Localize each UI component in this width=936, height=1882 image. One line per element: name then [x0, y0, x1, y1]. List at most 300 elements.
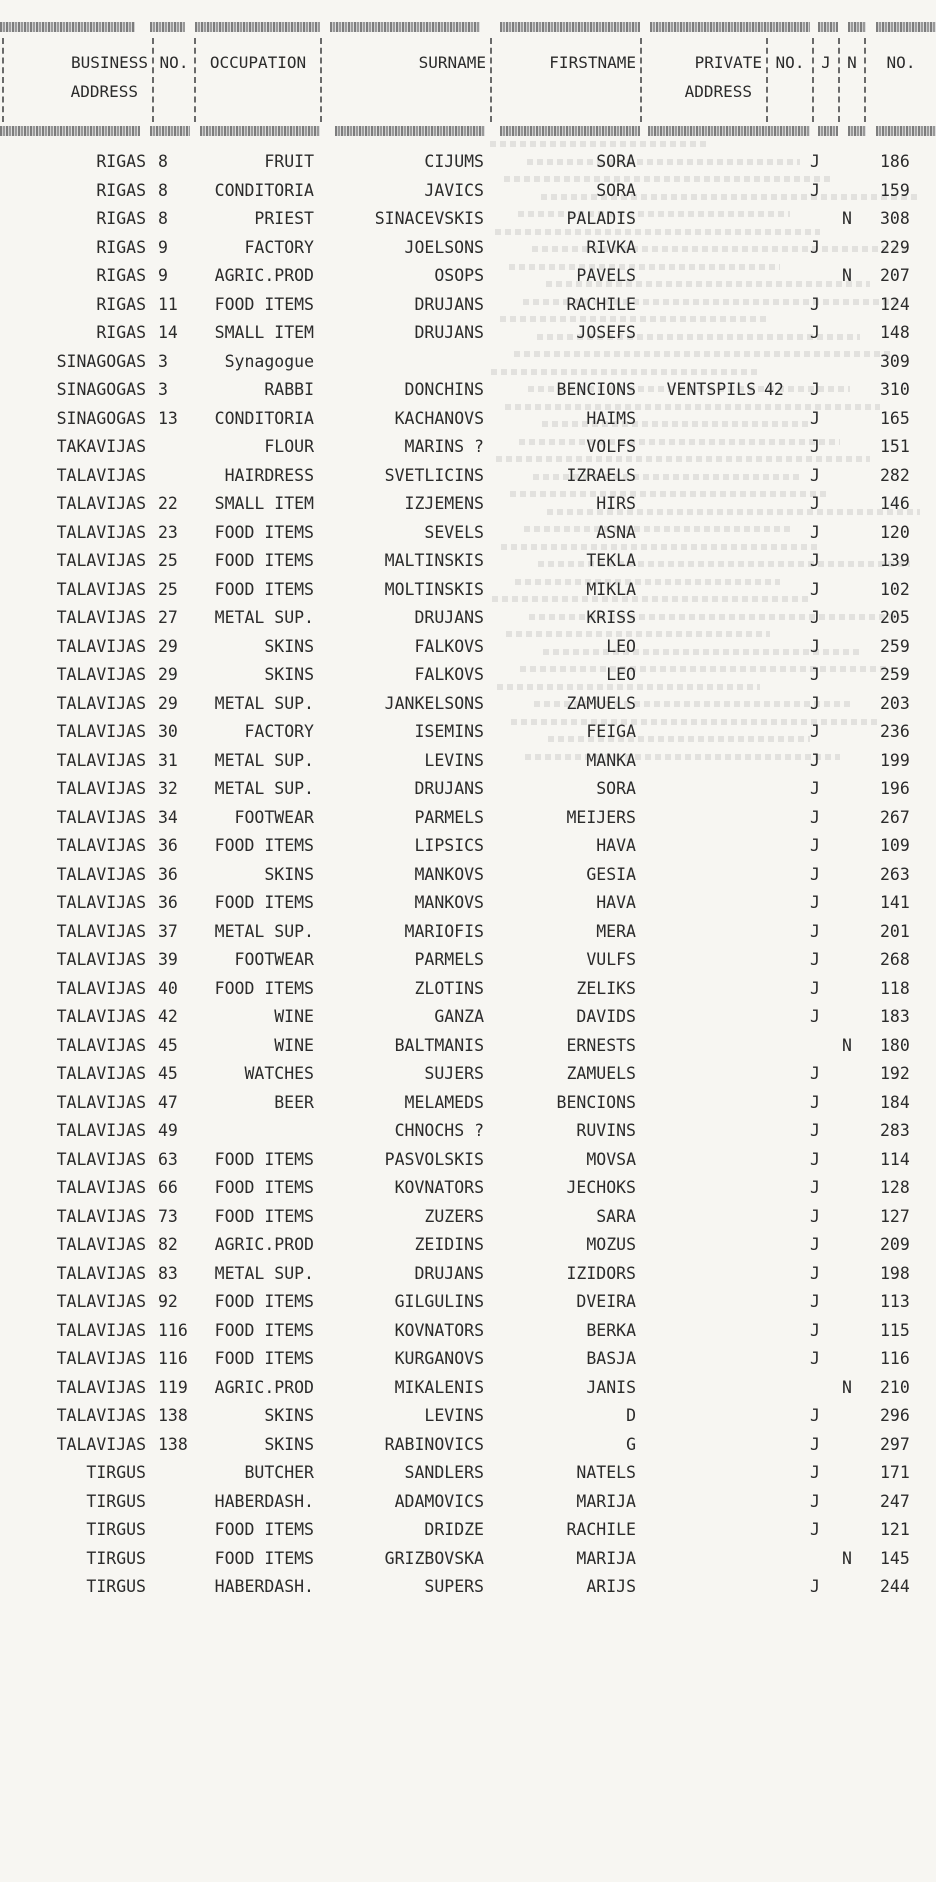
business-address-cell: TALAVIJAS [56, 1178, 146, 1197]
number-cell: 49 [158, 1121, 178, 1140]
surname-cell: SUPERS [424, 1577, 484, 1596]
table-row [0, 234, 936, 263]
jewish-mark-cell: J [810, 1406, 820, 1425]
number-cell: 8 [158, 152, 168, 171]
table-row [0, 576, 936, 605]
number-cell: 37 [158, 921, 178, 941]
occupation-cell: SKINS [264, 1406, 314, 1425]
jewish-mark-cell: J [810, 1263, 820, 1283]
occupation-cell: SMALL ITEM [214, 494, 314, 513]
firstname-cell: RACHILE [566, 294, 636, 314]
number-cell: 42 [158, 1007, 178, 1026]
number-cell: 36 [158, 893, 178, 912]
jewish-mark-cell: J [810, 1235, 820, 1254]
table-row [0, 405, 936, 434]
number-cell: 27 [158, 608, 178, 627]
number-cell: 30 [158, 722, 178, 741]
firstname-cell: HIRS [596, 494, 636, 513]
business-address-cell: TALAVIJAS [56, 1121, 146, 1140]
firstname-cell: DAVIDS [576, 1007, 636, 1026]
number-cell: 8 [158, 209, 168, 228]
number-cell: 31 [158, 750, 178, 770]
jewish-mark-cell: J [810, 950, 820, 969]
jewish-mark-cell: J [810, 180, 820, 200]
surname-cell: DRUJANS [414, 608, 484, 627]
table-row [0, 889, 936, 918]
jewish-mark-cell: J [810, 608, 820, 627]
business-address-cell: TALAVIJAS [56, 1092, 146, 1112]
jewish-mark-cell: J [810, 1064, 820, 1083]
occupation-cell: FOOD ITEMS [214, 1292, 314, 1311]
number-cell: 3 [158, 351, 168, 371]
record-number-cell: 148 [880, 323, 910, 342]
table-row [0, 1402, 936, 1431]
business-address-cell: SINAGOGAS [56, 380, 146, 399]
surname-cell: SVETLICINS [384, 465, 484, 485]
surname-cell: DRUJANS [414, 1263, 484, 1283]
surname-cell: KACHANOVS [394, 408, 484, 428]
table-row [0, 861, 936, 890]
firstname-cell: ASNA [596, 522, 636, 542]
business-address-cell: TALAVIJAS [56, 722, 146, 741]
record-number-cell: 192 [880, 1064, 910, 1083]
firstname-cell: RIVKA [586, 237, 636, 257]
surname-cell: DRUJANS [414, 779, 484, 798]
table-row [0, 1203, 936, 1232]
table-header [0, 38, 936, 122]
number-cell: 25 [158, 551, 178, 570]
business-address-cell: TAKAVIJAS [56, 437, 146, 456]
business-address-cell: TALAVIJAS [56, 551, 146, 570]
business-address-cell: RIGAS [96, 209, 146, 228]
occupation-cell: CONDITORIA [214, 408, 314, 428]
table-row [0, 376, 936, 405]
number-cell: 13 [158, 408, 178, 428]
jewish-mark-cell: J [810, 465, 820, 485]
record-number-cell: 184 [880, 1092, 910, 1112]
firstname-cell: TEKLA [586, 551, 636, 570]
occupation-cell: FOOD ITEMS [214, 294, 314, 314]
number-cell: 82 [158, 1235, 178, 1254]
jewish-mark-cell: J [810, 779, 820, 798]
jewish-mark-cell: J [810, 1520, 820, 1539]
jewish-mark-cell: J [810, 722, 820, 741]
record-number-cell: 120 [880, 522, 910, 542]
surname-cell: IZJEMENS [404, 494, 484, 513]
occupation-cell: METAL SUP. [214, 693, 314, 713]
record-number-cell: 102 [880, 579, 910, 599]
business-address-cell: TALAVIJAS [56, 1235, 146, 1254]
firstname-cell: MOVSA [586, 1149, 636, 1169]
occupation-cell: AGRIC.PROD [214, 266, 314, 285]
business-address-cell: RIGAS [96, 152, 146, 171]
table-row [0, 1117, 936, 1146]
table-row [0, 918, 936, 947]
jewish-mark-cell: J [810, 323, 820, 342]
table-row [0, 462, 936, 491]
occupation-cell: SKINS [264, 636, 314, 656]
table-row [0, 832, 936, 861]
table-row [0, 1345, 936, 1374]
business-address-cell: TALAVIJAS [56, 950, 146, 969]
surname-cell: SINACEVSKIS [374, 209, 484, 228]
occupation-cell: FOOTWEAR [234, 807, 314, 827]
occupation-cell: PRIEST [254, 209, 314, 228]
record-number-cell: 236 [880, 722, 910, 741]
business-address-cell: RIGAS [96, 237, 146, 257]
table-row [0, 1288, 936, 1317]
table-row [0, 1516, 936, 1545]
firstname-cell: VULFS [586, 950, 636, 969]
header-firstname: FIRSTNAME [490, 38, 640, 122]
surname-cell: RABINOVICS [384, 1434, 484, 1454]
table-row [0, 1146, 936, 1175]
record-number-cell: 198 [880, 1263, 910, 1283]
table-row [0, 946, 936, 975]
occupation-cell: FOOD ITEMS [214, 978, 314, 998]
occupation-cell: BEER [274, 1092, 314, 1112]
jewish-mark-cell: J [810, 1577, 820, 1596]
table-row [0, 1431, 936, 1460]
occupation-cell: Synagogue [224, 351, 314, 371]
record-number-cell: 165 [880, 408, 910, 428]
table-row [0, 747, 936, 776]
firstname-cell: MARIJA [576, 1491, 636, 1511]
occupation-cell: FOOD ITEMS [214, 1520, 314, 1539]
jewish-mark-cell: J [810, 807, 820, 827]
jewish-mark-cell: J [810, 237, 820, 257]
business-address-cell: TALAVIJAS [56, 1349, 146, 1368]
number-cell: 3 [158, 380, 168, 399]
firstname-cell: LEO [606, 665, 636, 684]
jewish-mark-cell: J [810, 1320, 820, 1340]
surname-cell: MELAMEDS [404, 1092, 484, 1112]
surname-cell: SUJERS [424, 1064, 484, 1083]
table-row [0, 690, 936, 719]
jewish-mark-cell: J [810, 1434, 820, 1454]
business-address-cell: TIRGUS [86, 1491, 146, 1511]
firstname-cell: LEO [606, 636, 636, 656]
business-address-cell: TALAVIJAS [56, 750, 146, 770]
surname-cell: GRIZBOVSKA [384, 1548, 484, 1568]
firstname-cell: DVEIRA [576, 1292, 636, 1311]
occupation-cell: FOOD ITEMS [214, 836, 314, 855]
table-row [0, 1003, 936, 1032]
business-address-cell: TIRGUS [86, 1577, 146, 1596]
occupation-cell: WATCHES [244, 1064, 314, 1083]
firstname-cell: MOZUS [586, 1235, 636, 1254]
jewish-mark-cell: J [810, 494, 820, 513]
record-number-cell: 118 [880, 978, 910, 998]
occupation-cell: SMALL ITEM [214, 323, 314, 342]
business-address-cell: RIGAS [96, 294, 146, 314]
table-row [0, 975, 936, 1004]
table-row [0, 319, 936, 348]
header-n: N [838, 38, 864, 122]
table-row [0, 775, 936, 804]
firstname-cell: G [626, 1434, 636, 1454]
table-row [0, 804, 936, 833]
business-address-cell: TIRGUS [86, 1548, 146, 1568]
occupation-cell: METAL SUP. [214, 1263, 314, 1283]
firstname-cell: HAVA [596, 893, 636, 912]
business-address-cell: TALAVIJAS [56, 1064, 146, 1083]
record-number-cell: 121 [880, 1520, 910, 1539]
header-private-no: NO. [766, 38, 812, 122]
jewish-mark-cell: J [810, 408, 820, 428]
table-row [0, 1573, 936, 1602]
occupation-cell: SKINS [264, 864, 314, 884]
record-number-cell: 263 [880, 864, 910, 884]
occupation-cell: FOOTWEAR [234, 950, 314, 969]
surname-cell: FALKOVS [414, 665, 484, 684]
record-number-cell: 310 [880, 380, 910, 399]
surname-cell: DRUJANS [414, 294, 484, 314]
record-number-cell: 145 [880, 1548, 910, 1568]
surname-cell: KOVNATORS [394, 1320, 484, 1340]
jewish-mark-cell: J [810, 152, 820, 171]
number-cell: 63 [158, 1149, 178, 1169]
occupation-cell: HABERDASH. [214, 1577, 314, 1596]
record-number-cell: 171 [880, 1463, 910, 1482]
occupation-cell: METAL SUP. [214, 608, 314, 627]
jewish-mark-cell: J [810, 437, 820, 456]
business-address-cell: TALAVIJAS [56, 579, 146, 599]
non-jewish-mark-cell: N [842, 1035, 852, 1055]
business-address-cell: SINAGOGAS [56, 408, 146, 428]
record-number-cell: 201 [880, 921, 910, 941]
business-address-cell: TALAVIJAS [56, 893, 146, 912]
table-row [0, 1089, 936, 1118]
business-address-cell: TALAVIJAS [56, 608, 146, 627]
table-row [0, 1374, 936, 1403]
number-cell: 25 [158, 579, 178, 599]
record-number-cell: 203 [880, 693, 910, 713]
occupation-cell: FOOD ITEMS [214, 1206, 314, 1226]
record-number-cell: 128 [880, 1178, 910, 1197]
table-row [0, 633, 936, 662]
surname-cell: ZEIDINS [414, 1235, 484, 1254]
jewish-mark-cell: J [810, 1007, 820, 1026]
surname-cell: CIJUMS [424, 152, 484, 171]
surname-cell: MARINS ? [404, 437, 484, 456]
record-number-cell: 259 [880, 636, 910, 656]
business-address-cell: RIGAS [96, 180, 146, 200]
record-number-cell: 159 [880, 180, 910, 200]
number-cell: 11 [158, 294, 178, 314]
firstname-cell: BERKA [586, 1320, 636, 1340]
business-address-cell: TALAVIJAS [56, 1035, 146, 1055]
business-address-cell: RIGAS [96, 266, 146, 285]
firstname-cell: BASJA [586, 1349, 636, 1368]
jewish-mark-cell: J [810, 693, 820, 713]
surname-cell: JAVICS [424, 180, 484, 200]
non-jewish-mark-cell: N [842, 1548, 852, 1568]
business-address-cell: TALAVIJAS [56, 1206, 146, 1226]
number-cell: 138 [158, 1406, 188, 1425]
business-address-cell: TALAVIJAS [56, 494, 146, 513]
number-cell: 119 [158, 1377, 188, 1397]
surname-cell: PARMELS [414, 807, 484, 827]
jewish-mark-cell: J [810, 1178, 820, 1197]
table-row [0, 348, 936, 377]
header-no: NO. [152, 38, 194, 122]
jewish-mark-cell: J [810, 893, 820, 912]
surname-cell: LEVINS [424, 1406, 484, 1425]
surname-cell: FALKOVS [414, 636, 484, 656]
table-row [0, 718, 936, 747]
business-address-cell: TALAVIJAS [56, 779, 146, 798]
table-row [0, 205, 936, 234]
business-address-cell: TALAVIJAS [56, 693, 146, 713]
jewish-mark-cell: J [810, 1349, 820, 1368]
firstname-cell: D [626, 1406, 636, 1425]
firstname-cell: GESIA [586, 864, 636, 884]
record-number-cell: 180 [880, 1035, 910, 1055]
occupation-cell: FACTORY [244, 722, 314, 741]
number-cell: 32 [158, 779, 178, 798]
top-rule [0, 22, 936, 32]
table-row [0, 1060, 936, 1089]
firstname-cell: FEIGA [586, 722, 636, 741]
jewish-mark-cell: J [810, 294, 820, 314]
record-number-cell: 196 [880, 779, 910, 798]
number-cell: 138 [158, 1434, 188, 1454]
firstname-cell: MERA [596, 921, 636, 941]
occupation-cell: METAL SUP. [214, 921, 314, 941]
number-cell: 92 [158, 1292, 178, 1311]
jewish-mark-cell: J [810, 836, 820, 855]
firstname-cell: NATELS [576, 1463, 636, 1482]
firstname-cell: BENCIONS [556, 380, 636, 399]
business-address-cell: TALAVIJAS [56, 864, 146, 884]
record-number-cell: 205 [880, 608, 910, 627]
surname-cell: LEVINS [424, 750, 484, 770]
record-number-cell: 115 [880, 1320, 910, 1340]
business-address-cell: TALAVIJAS [56, 522, 146, 542]
occupation-cell: FOOD ITEMS [214, 551, 314, 570]
jewish-mark-cell: J [810, 921, 820, 941]
number-cell: 23 [158, 522, 178, 542]
surname-cell: MARIOFIS [404, 921, 484, 941]
number-cell: 9 [158, 237, 168, 257]
number-cell: 45 [158, 1064, 178, 1083]
jewish-mark-cell: J [810, 1292, 820, 1311]
number-cell: 116 [158, 1320, 188, 1340]
record-number-cell: 296 [880, 1406, 910, 1425]
number-cell: 40 [158, 978, 178, 998]
jewish-mark-cell: J [810, 551, 820, 570]
firstname-cell: HAVA [596, 836, 636, 855]
surname-cell: DRIDZE [424, 1520, 484, 1539]
occupation-cell: FRUIT [264, 152, 314, 171]
firstname-cell: PAVELS [576, 266, 636, 285]
firstname-cell: ZAMUELS [566, 1064, 636, 1083]
firstname-cell: IZRAELS [566, 465, 636, 485]
table-row [0, 1260, 936, 1289]
occupation-cell: FOOD ITEMS [214, 1548, 314, 1568]
register-rows [0, 148, 936, 1602]
occupation-cell: BUTCHER [244, 1463, 314, 1482]
occupation-cell: FLOUR [264, 437, 314, 456]
occupation-cell: FOOD ITEMS [214, 1349, 314, 1368]
business-address-cell: TALAVIJAS [56, 1007, 146, 1026]
table-row [0, 547, 936, 576]
record-number-cell: 139 [880, 551, 910, 570]
record-number-cell: 268 [880, 950, 910, 969]
firstname-cell: ARIJS [586, 1577, 636, 1596]
number-cell: 29 [158, 636, 178, 656]
non-jewish-mark-cell: N [842, 209, 852, 228]
business-address-cell: TALAVIJAS [56, 921, 146, 941]
record-number-cell: 210 [880, 1377, 910, 1397]
non-jewish-mark-cell: N [842, 266, 852, 285]
business-address-cell: TIRGUS [86, 1463, 146, 1482]
record-number-cell: 146 [880, 494, 910, 513]
surname-cell: GANZA [434, 1007, 484, 1026]
number-cell: 66 [158, 1178, 178, 1197]
jewish-mark-cell: J [810, 1121, 820, 1140]
firstname-cell: SARA [596, 1206, 636, 1226]
surname-cell: PASVOLSKIS [384, 1149, 484, 1169]
occupation-cell: AGRIC.PROD [214, 1377, 314, 1397]
firstname-cell: PALADIS [566, 209, 636, 228]
firstname-cell: ERNESTS [566, 1035, 636, 1055]
number-cell: 9 [158, 266, 168, 285]
private-number-cell: 42 [764, 380, 784, 399]
record-number-cell: 199 [880, 750, 910, 770]
table-row [0, 1545, 936, 1574]
surname-cell: KURGANOVS [394, 1349, 484, 1368]
header-id-no: NO. [864, 38, 936, 122]
business-address-cell: TALAVIJAS [56, 836, 146, 855]
number-cell: 29 [158, 665, 178, 684]
record-number-cell: 116 [880, 1349, 910, 1368]
table-row [0, 519, 936, 548]
jewish-mark-cell: J [810, 522, 820, 542]
record-number-cell: 109 [880, 836, 910, 855]
record-number-cell: 297 [880, 1434, 910, 1454]
firstname-cell: MANKA [586, 750, 636, 770]
table-row [0, 262, 936, 291]
surname-cell: ZUZERS [424, 1206, 484, 1226]
occupation-cell: HABERDASH. [214, 1491, 314, 1511]
record-number-cell: 151 [880, 437, 910, 456]
business-address-cell: TALAVIJAS [56, 465, 146, 485]
surname-cell: ZLOTINS [414, 978, 484, 998]
surname-cell: ISEMINS [414, 722, 484, 741]
table-row [0, 490, 936, 519]
number-cell: 34 [158, 807, 178, 827]
record-number-cell: 127 [880, 1206, 910, 1226]
jewish-mark-cell: J [810, 864, 820, 884]
private-address-cell: VENTSPILS [666, 380, 756, 399]
occupation-cell: WINE [274, 1035, 314, 1055]
number-cell: 22 [158, 494, 178, 513]
business-address-cell: TALAVIJAS [56, 665, 146, 684]
firstname-cell: JANIS [586, 1377, 636, 1397]
surname-cell: DRUJANS [414, 323, 484, 342]
firstname-cell: JOSEFS [576, 323, 636, 342]
record-number-cell: 207 [880, 266, 910, 285]
table-row [0, 1459, 936, 1488]
surname-cell: SANDLERS [404, 1463, 484, 1482]
jewish-mark-cell: J [810, 380, 820, 399]
occupation-cell: METAL SUP. [214, 779, 314, 798]
firstname-cell: JECHOKS [566, 1178, 636, 1197]
firstname-cell: KRISS [586, 608, 636, 627]
non-jewish-mark-cell: N [842, 1377, 852, 1397]
